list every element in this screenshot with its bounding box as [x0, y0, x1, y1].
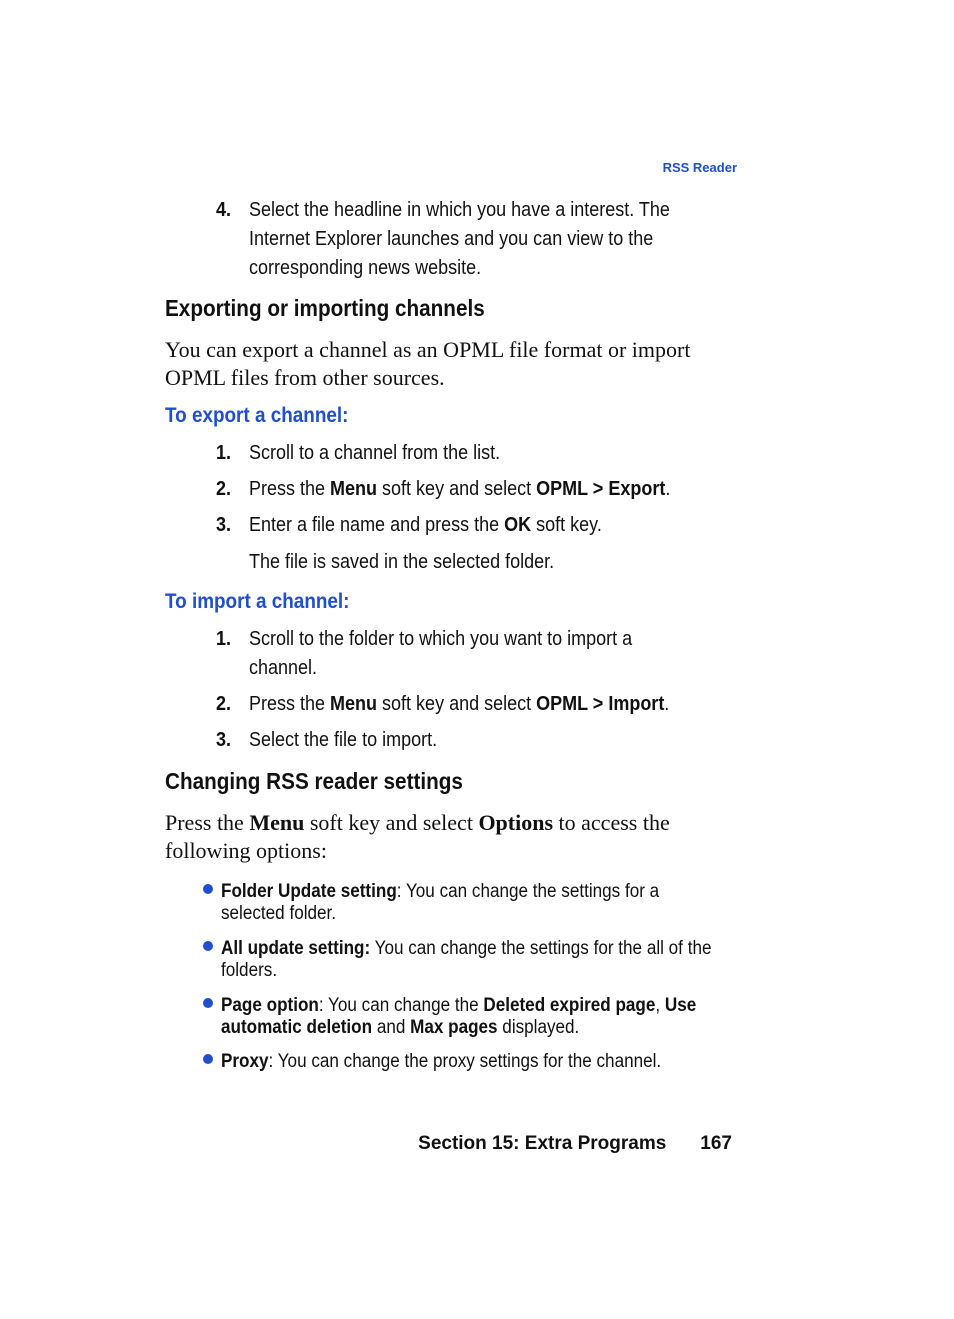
- running-head: RSS Reader: [662, 160, 737, 175]
- bullet-item-all-update: All update setting: You can change the settings for the all of the folders.: [221, 938, 712, 981]
- step-number: 3.: [216, 514, 232, 536]
- bullet-item-proxy: Proxy: You can change the proxy settings for the channel.: [221, 1051, 662, 1072]
- page-number: 167: [700, 1133, 732, 1154]
- opml-export-keyword: OPML > Export: [536, 478, 666, 500]
- page-footer: [0, 1133, 732, 1155]
- step-text: Select the file to import.: [249, 729, 438, 751]
- bullet-item-page-option: Page option: You can change the Deleted expired page, Use automatic deletion and Max pages displayed.: [221, 995, 697, 1038]
- menu-keyword: Menu: [330, 693, 378, 715]
- step-text: Select the headline in which you have a interest. The Internet Explorer launches and you can view to the corresponding news website.: [249, 199, 670, 279]
- opml-import-keyword: OPML > Import: [536, 693, 665, 715]
- step-text: Press the Menu soft key and select OPML > Import.: [249, 693, 670, 715]
- footer-section: Section 15: Extra Programs: [418, 1133, 667, 1154]
- section-heading-export-import: Exporting or importing channels: [165, 295, 485, 321]
- step-number: 4.: [216, 199, 232, 221]
- menu-keyword: Menu: [330, 478, 378, 500]
- bullet-dot: [203, 884, 213, 894]
- menu-keyword: Menu: [249, 810, 305, 835]
- section-intro-paragraph: You can export a channel as an OPML file format or import OPML files from other sources.: [165, 337, 691, 390]
- step-number: 1.: [216, 628, 232, 650]
- step-number: 2.: [216, 693, 232, 715]
- step-note: The file is saved in the selected folder.: [249, 551, 555, 573]
- subheading-import: To import a channel:: [165, 590, 350, 613]
- step-text: Scroll to the folder to which you want to import a channel.: [249, 628, 633, 679]
- bullet-dot: [203, 941, 213, 951]
- step-number: 3.: [216, 729, 232, 751]
- bullet-dot: [203, 998, 213, 1008]
- section-heading-rss-settings: Changing RSS reader settings: [165, 768, 463, 794]
- options-keyword: Options: [478, 810, 554, 835]
- subheading-export: To export a channel:: [165, 404, 349, 427]
- bullet-item-folder-update: Folder Update setting: You can change the settings for a selected folder.: [221, 881, 660, 924]
- step-text: Press the Menu soft key and select OPML > Export.: [249, 478, 671, 500]
- step-number: 1.: [216, 442, 232, 464]
- ok-keyword: OK: [504, 514, 532, 536]
- step-text: Enter a file name and press the OK soft key.: [249, 514, 602, 536]
- bullet-dot: [203, 1054, 213, 1064]
- step-number: 2.: [216, 478, 232, 500]
- step-text: Scroll to a channel from the list.: [249, 442, 501, 464]
- section-intro-paragraph: Press the Menu soft key and select Options to access the following options:: [165, 810, 670, 863]
